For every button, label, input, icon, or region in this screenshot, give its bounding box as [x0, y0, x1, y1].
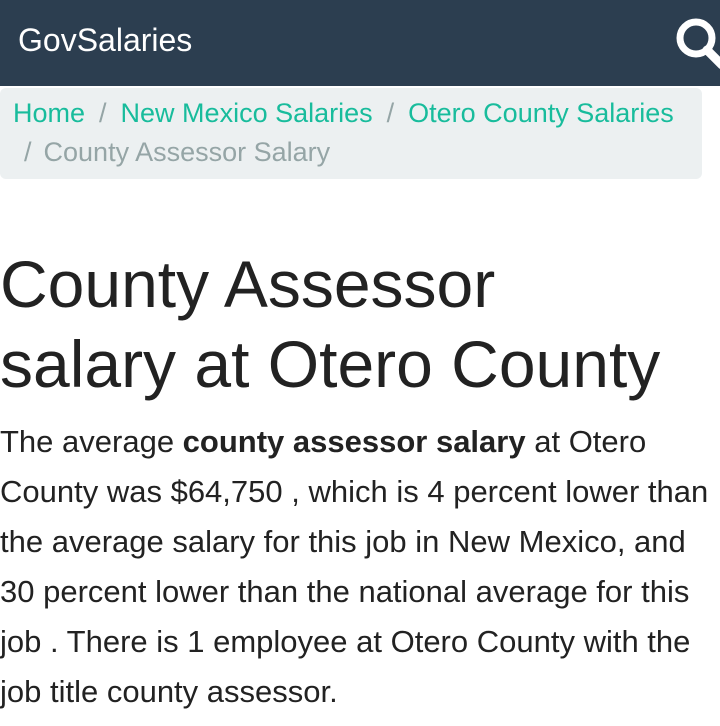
breadcrumb-row — [13, 95, 674, 131]
brand-logo-link[interactable]: GovSalaries — [18, 22, 193, 58]
breadcrumb-otero-county-link[interactable]: Otero County Salaries — [408, 98, 674, 128]
breadcrumb-home-link[interactable]: Home — [13, 98, 86, 128]
page-title — [0, 244, 720, 404]
average-salary-amount: $64,750 — [170, 474, 283, 509]
page-title-line-1: County Assessor — [0, 247, 496, 321]
search-button[interactable] — [672, 12, 720, 72]
breadcrumb-row — [24, 134, 330, 170]
job-title-emphasis: county assessor salary — [182, 424, 526, 459]
breadcrumb-current: County Assessor Salary — [43, 137, 331, 167]
description-text: at Otero County was — [0, 424, 647, 509]
breadcrumb-separator: / — [386, 98, 395, 128]
top-navbar — [0, 0, 720, 86]
search-icon — [672, 12, 720, 72]
page-title-line-2: salary at Otero County — [0, 327, 661, 401]
description-text: , which is 4 percent lower than the average salary for this job in New Mexico, and 30 percent lower than the national average for this job . There is 1 employee at Otero County with the job title county assessor. — [0, 474, 709, 709]
salary-description — [0, 417, 720, 717]
breadcrumb-new-mexico-link[interactable]: New Mexico Salaries — [120, 98, 373, 128]
breadcrumb-separator: / — [99, 98, 107, 128]
description-text: The average — [0, 424, 183, 459]
breadcrumb-separator: / — [24, 137, 32, 167]
